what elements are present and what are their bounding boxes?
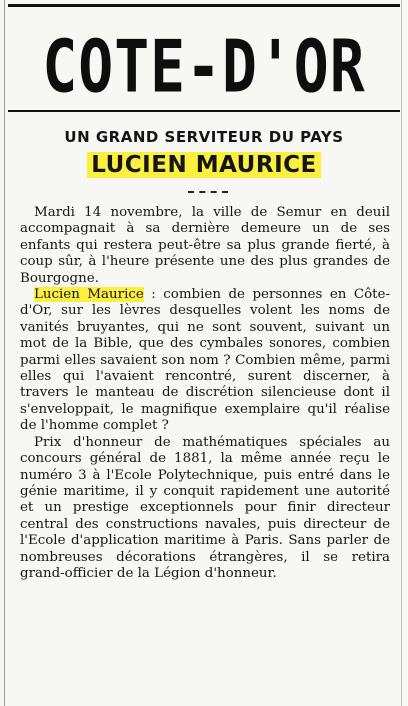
paragraph-1: Mardi 14 novembre, la ville de Semur en deuil accompagnait à sa dernière demeure un de ses enfants qui restera peut-être sa plus grande fierté, à coup sûr, à l'heure présente une des plus grandes de Bourgogne. <box>20 205 390 286</box>
article-headline: LUCIEN MAURICE <box>87 152 320 178</box>
masthead-box <box>8 4 400 112</box>
paragraph-2 <box>20 287 390 435</box>
article-headline-wrapper <box>8 152 400 178</box>
paragraph-3: Prix d'honneur de mathématiques spéciales au concours général de 1881, la même année reçu le numéro 3 à l'Ecole Polytechnique, puis entré dans le génie maritime, il y conquit rapidement une autorité et un prestige exceptionnels pour finir directeur central des constructions navales, puis directeur de l'Ecole d'application maritime à Paris. Sans parler de nombreuses décorations étrangères, il se retira grand-officier de la Légion d'honneur. <box>20 434 390 581</box>
highlighted-name: Lucien Maurice <box>34 287 144 303</box>
page-edge-right <box>401 0 402 706</box>
masthead-title: COTE-D'OR <box>42 24 366 109</box>
paragraph-2-text: : combien de personnes en Côte-d'Or, sur les lèvres desquelles volent les noms de vanités bruyantes, qui ne sont souvent, suivant un mot de la Bible, que des cymbales sonores, combien parmi elles savaient son nom ? Combien même, parmi elles qui l'avaient rencontré, surent discerner, à travers le manteau de discrétion silencieuse dont il s'enveloppait, le magnifique exemplaire qu'il réalise de l'homme complet ? <box>20 287 390 434</box>
article-body <box>20 205 390 582</box>
article-kicker: UN GRAND SERVITEUR DU PAYS <box>64 128 344 146</box>
headline-divider <box>188 191 228 195</box>
page-edge-left <box>4 0 5 706</box>
